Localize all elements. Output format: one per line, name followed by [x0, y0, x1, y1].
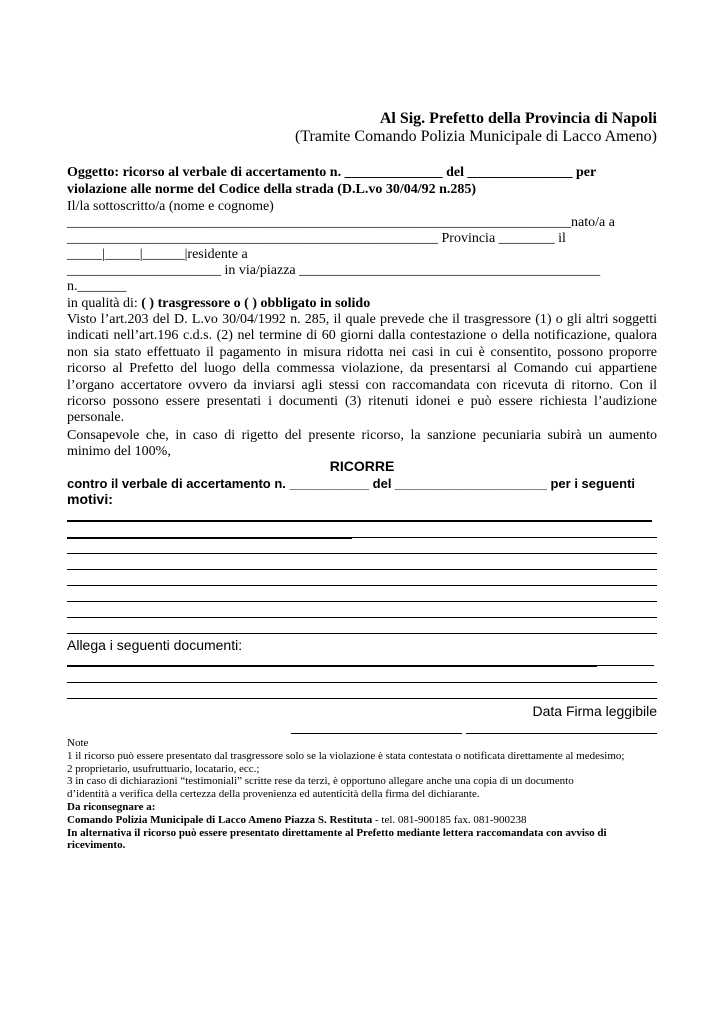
legal-reference-paragraph: Visto l’art.203 del D. L.vo 30/04/1992 n. 285, il quale prevede che il trasgressore (1) o gli altri soggetti indicati nell’art.196 c.d.s. (2) nel termine di 60 giorni dalla contestazione o della notificazione, qualora non sia stato effettuato il pagamento in misura ridotta nei casi in cui è consentito, possono proporre ricorso al Prefetto del luogo della commessa violazione, da presentarsi al Comando cui appartiene l’organo accertatore ovvero da inviarsi agli stessi con raccomandata con ricevuta di ritorno. Con il ricorso possono essere presentati i documenti (3) ritenuti idonei e può essere richiesta l’audizione personale. — [67, 312, 657, 426]
birthplace-field[interactable]: ________________________________________________________________________nato/a a — [67, 215, 615, 230]
capacity-options[interactable]: ( ) trasgressore o ( ) obbligato in solido — [141, 296, 371, 311]
name-label: Il/la sottoscritto/a (nome e cognome) — [67, 199, 274, 214]
subject-line-2: violazione alle norme del Codice della strada (D.L.vo 30/04/92 n.285) — [67, 182, 477, 197]
return-to-label: Da riconsegnare a: — [67, 800, 156, 813]
date-line[interactable] — [291, 733, 462, 734]
capacity-line — [67, 296, 370, 312]
attachments-line[interactable] — [67, 682, 657, 683]
alternative-submission-note: In alternativa il ricorso può essere presentato direttamente al Prefetto mediante lettera raccomandata con avviso di ricevimento. — [67, 826, 607, 852]
appeal-verbal-line[interactable]: contro il verbale di accertamento n. ___________ del _____________________ per i seguenti — [67, 476, 636, 491]
awareness-paragraph: Consapevole che, in caso di rigetto del presente ricorso, la sanzione pecuniaria subirà un aumento minimo del 100%, — [67, 428, 657, 460]
note-1: 1 il ricorso può essere presentato dal trasgressore solo se la violazione è stata contestata o notificata direttamente al medesimo; — [67, 749, 625, 762]
attachments-line[interactable] — [67, 698, 657, 699]
reasons-line[interactable] — [352, 537, 657, 538]
capacity-label: in qualità di: — [67, 296, 142, 311]
office-name: Comando Polizia Municipale di Lacco Ameno Piazza S. Restituta — [67, 813, 373, 826]
address-field[interactable]: ______________________ in via/piazza ___________________________________________ — [67, 263, 601, 278]
province-field[interactable]: _____________________________________________________ Provincia ________ il — [67, 231, 566, 246]
signature-line[interactable] — [466, 733, 657, 734]
reasons-line[interactable] — [67, 601, 657, 602]
recipient-title: Al Sig. Prefetto della Provincia di Napoli — [379, 110, 657, 127]
reasons-line[interactable] — [67, 585, 657, 586]
reasons-line[interactable] — [67, 633, 657, 634]
reasons-line[interactable] — [67, 617, 657, 618]
reasons-line[interactable] — [67, 569, 657, 570]
ricorre-heading: RICORRE — [329, 458, 395, 474]
office-contacts — [67, 814, 657, 827]
note-3-continued: d’identità a verifica della certezza della provenienza ed autenticità della firma del dichiarante. — [67, 788, 480, 801]
reasons-line[interactable] — [67, 537, 352, 539]
office-phone-fax: - tel. 081-900185 fax. 081-900238 — [372, 813, 527, 826]
subject-line-1: Oggetto: ricorso al verbale di accertamento n. ______________ del _______________ per — [67, 165, 597, 180]
note-3: 3 in caso di dichiarazioni “testimoniali” scritte rese da terzi, è opportuno allegare anche una copia di un documento — [67, 775, 574, 788]
reasons-line[interactable] — [67, 553, 657, 554]
attachments-line[interactable] — [597, 665, 654, 666]
attachments-label: Allega i seguenti documenti: — [67, 637, 243, 653]
street-number-field[interactable]: n._______ — [67, 279, 127, 294]
note-2: 2 proprietario, usufruttuario, locatario, ecc.; — [67, 762, 260, 775]
signature-label: Data Firma leggibile — [532, 703, 657, 719]
recipient-subtitle: (Tramite Comando Polizia Municipale di Lacco Ameno) — [295, 128, 657, 145]
reasons-label: motivi: — [67, 491, 113, 507]
notes-section — [67, 737, 657, 852]
reasons-line[interactable] — [67, 520, 652, 522]
birthdate-field[interactable]: _____|_____|______|residente a — [67, 247, 248, 262]
attachments-line[interactable] — [67, 665, 597, 667]
notes-title: Note — [67, 737, 89, 749]
